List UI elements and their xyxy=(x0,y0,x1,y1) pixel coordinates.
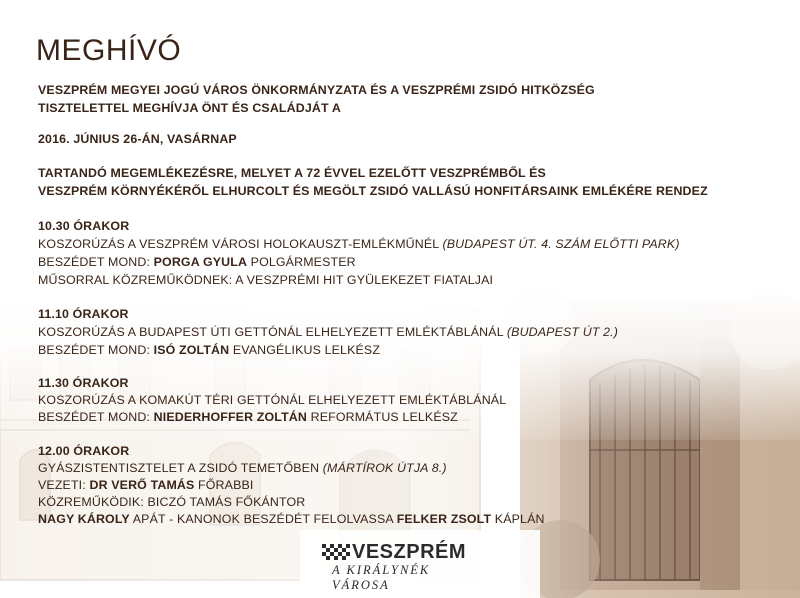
speaker-label: VEZETI: xyxy=(38,478,90,492)
speaker-title: EVANGÉLIKUS LELKÉSZ xyxy=(229,343,381,357)
event-participant: KÖZREMŰKÖDIK: BICZÓ TAMÁS FŐKÁNTOR xyxy=(38,495,306,509)
event-description xyxy=(38,236,680,252)
speaker-name: DR VERŐ TAMÁS xyxy=(89,478,195,492)
speaker-title: REFORMÁTUS LELKÉSZ xyxy=(307,410,458,424)
event-program: MŰSORRAL KÖZREMŰKÖDNEK: A VESZPRÉMI HIT GYÜLEKEZET FIATALJAI xyxy=(38,273,494,287)
event-activity: KOSZORÚZÁS A BUDAPEST ÚTI GETTÓNÁL ELHELYEZETT EMLÉKTÁBLÁNÁL xyxy=(38,325,507,339)
event-time: 12.00 ÓRAKOR xyxy=(38,444,130,458)
veszprem-logo xyxy=(322,540,472,592)
event-time: 10.30 ÓRAKOR xyxy=(38,219,130,233)
event-activity: GYÁSZISTENTISZTELET A ZSIDÓ TEMETŐBEN xyxy=(38,461,323,475)
event-date: 2016. JÚNIUS 26-ÁN, VASÁRNAP xyxy=(38,132,237,146)
event-location: (BUDAPEST ÚT 2.) xyxy=(506,325,619,339)
purpose-line-1: TARTANDÓ MEGEMLÉKEZÉSRE, MELYET A 72 ÉVVEL EZELŐTT VESZPRÉMBŐL ÉS xyxy=(38,166,546,180)
event-activity: KOSZORÚZÁS A VESZPRÉM VÁROSI HOLOKAUSZT-EMLÉKMŰNÉL xyxy=(38,237,443,251)
intro-line-1: VESZPRÉM MEGYEI JOGÚ VÁROS ÖNKORMÁNYZATA ÉS A VESZPRÉMI ZSIDÓ HITKÖZSÉG xyxy=(38,83,595,97)
event-speaker xyxy=(38,477,254,493)
page-title: MEGHÍVÓ xyxy=(36,34,182,67)
logo-name: VESZPRÉM xyxy=(352,541,467,563)
purpose-line-2: VESZPRÉM KÖRNYÉKÉRŐL ELHURCOLT ÉS MEGÖLT ZSIDÓ VALLÁSÚ HONFITÁRSAINK EMLÉKÉRE RENDEZ xyxy=(38,184,708,198)
reading-text: APÁT - KANONOK BESZÉDÉT FELOLVASSA xyxy=(129,512,397,526)
event-reading xyxy=(38,511,545,527)
speaker-label: BESZÉDET MOND: xyxy=(38,343,154,357)
reader-title: KÁPLÁN xyxy=(491,512,545,526)
crown-checker-icon xyxy=(322,544,350,562)
event-description xyxy=(38,460,447,476)
event-location: (MÁRTÍROK ÚTJA 8.) xyxy=(322,461,447,475)
logo-subtitle: A KIRÁLYNÉK VÁROSA xyxy=(332,563,431,592)
event-time: 11.30 ÓRAKOR xyxy=(38,376,129,390)
event-speaker xyxy=(38,254,356,270)
speaker-label: BESZÉDET MOND: xyxy=(38,255,154,269)
event-description xyxy=(38,324,618,340)
event-description: KOSZORÚZÁS A KOMAKÚT TÉRI GETTÓNÁL ELHELYEZETT EMLÉKTÁBLÁNÁL xyxy=(38,393,507,407)
speaker-name: PORGA GYULA xyxy=(153,255,248,269)
speaker-name: NIEDERHOFFER ZOLTÁN xyxy=(153,410,307,424)
event-speaker xyxy=(38,342,380,358)
speaker-title: POLGÁRMESTER xyxy=(247,255,356,269)
event-speaker xyxy=(38,409,458,425)
intro-line-2: TISZTELETTEL MEGHÍVJA ÖNT ÉS CSALÁDJÁT A xyxy=(38,101,341,115)
speaker-label: BESZÉDET MOND: xyxy=(38,410,154,424)
reader-name: NAGY KÁROLY xyxy=(38,512,130,526)
speaker-name: ISÓ ZOLTÁN xyxy=(153,343,230,357)
event-location: (BUDAPEST ÚT. 4. SZÁM ELŐTTI PARK) xyxy=(442,237,680,251)
event-time: 11.10 ÓRAKOR xyxy=(38,307,129,321)
speaker-title: FŐRABBI xyxy=(194,478,254,492)
reader-name: FELKER ZSOLT xyxy=(396,512,492,526)
